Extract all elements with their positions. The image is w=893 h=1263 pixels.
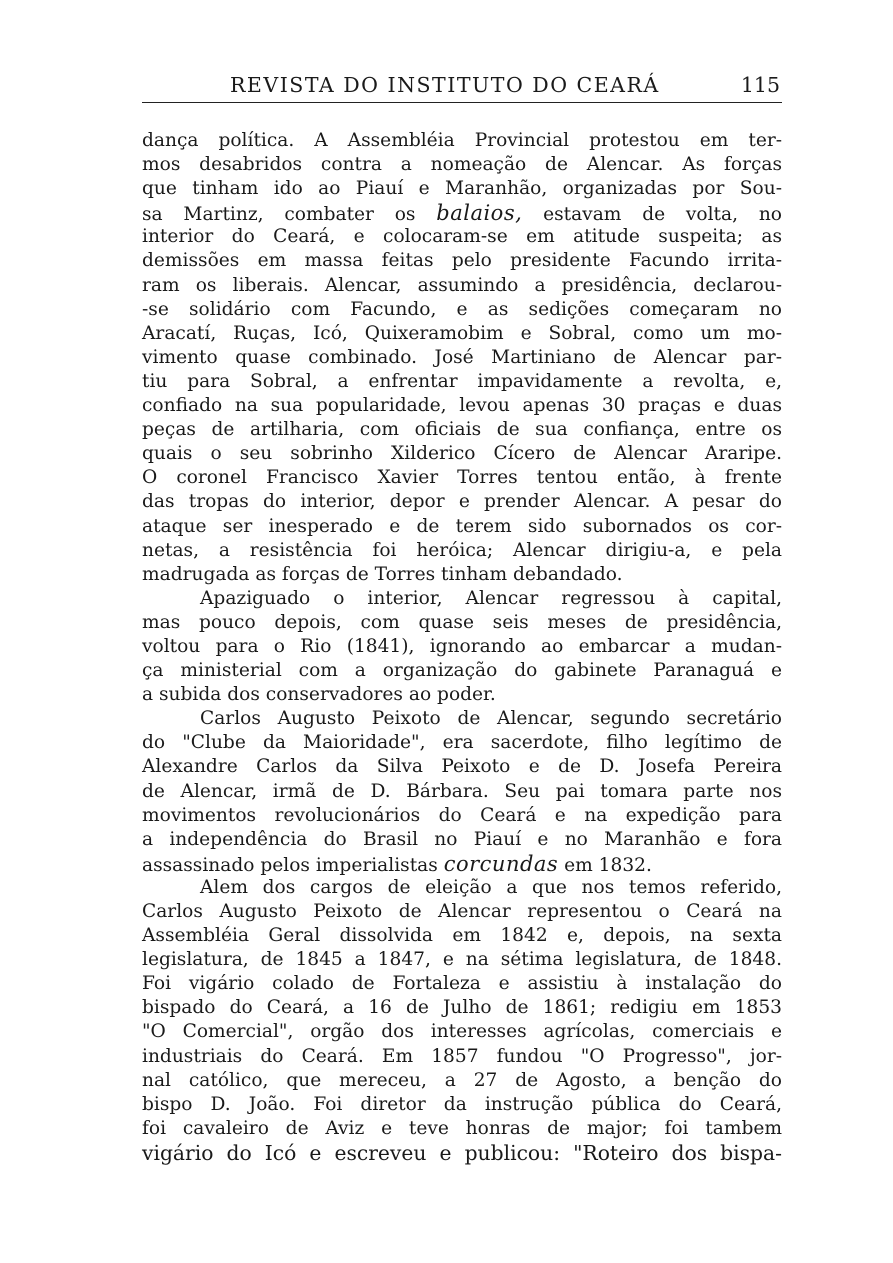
text-line: peças de artilharia, com oficiais de sua confiança, entre os bbox=[142, 419, 782, 441]
text-line: Carlos Augusto Peixoto de Alencar representou o Ceará na bbox=[142, 901, 782, 922]
text-line: interior do Ceará, e colocaram-se em atitude suspeita; as bbox=[142, 226, 782, 248]
body-text bbox=[142, 129, 782, 1165]
text-line: netas, a resistência foi heróica; Alencar dirigiu-a, e pela bbox=[142, 539, 782, 561]
text-line: -se solidário com Facundo, e as sedições começaram no bbox=[142, 298, 782, 320]
text-line: vimento quase combinado. José Martiniano de Alencar par- bbox=[142, 346, 782, 368]
line-segment: em 1832. bbox=[558, 854, 652, 876]
text-line: bispado do Ceará, a 16 de Julho de 1861; redigiu em 1853 bbox=[142, 997, 782, 1019]
text-line: confiado na sua popularidade, levou apenas 30 praças e duas bbox=[142, 395, 782, 417]
text-line: Aracatí, Ruças, Icó, Quixeramobim e Sobral, como um mo- bbox=[142, 322, 782, 344]
text-line: nal católico, que mereceu, a 27 de Agosto, a benção do bbox=[142, 1069, 782, 1091]
text-line: dança política. A Assembléia Provincial protestou em ter- bbox=[142, 130, 782, 151]
text-line: Alexandre Carlos da Silva Peixoto e de D. Josefa Pereira bbox=[142, 756, 782, 778]
page-number: 115 bbox=[740, 73, 780, 97]
text-line: demissões em massa feitas pelo presidente Facundo irrita- bbox=[142, 250, 782, 272]
line-segment: estavam de volta, no bbox=[522, 204, 782, 226]
text-line: tiu para Sobral, a enfrentar impavidamente a revolta, e, bbox=[142, 370, 782, 392]
text-line bbox=[142, 201, 782, 225]
text-line: mas pouco depois, com quase seis meses de presidência, bbox=[142, 611, 782, 633]
text-line: ram os liberais. Alencar, assumindo a presidência, declarou- bbox=[142, 274, 782, 296]
text-line: foi cavaleiro de Aviz e teve honras de major; foi tambem bbox=[142, 1117, 782, 1139]
italic-term: corcundas bbox=[443, 851, 559, 876]
text-line: bispo D. João. Foi diretor da instrução pública do Ceará, bbox=[142, 1093, 782, 1115]
text-line: Apaziguado o interior, Alencar regressou à capital, bbox=[200, 587, 782, 609]
text-line: quais o seu sobrinho Xilderico Cícero de Alencar Araripe. bbox=[142, 443, 782, 465]
text-line: Foi vigário colado de Fortaleza e assistiu à instalação do bbox=[142, 973, 782, 995]
text-line: a subida dos conservadores ao poder. bbox=[142, 684, 496, 706]
text-line: industriais do Ceará. Em 1857 fundou "O Progresso", jor- bbox=[142, 1045, 782, 1067]
text-line: das tropas do interior, depor e prender Alencar. A pesar do bbox=[142, 491, 782, 513]
text-line bbox=[142, 852, 782, 876]
text-line: legislatura, de 1845 a 1847, e na sétima legislatura, de 1848. bbox=[142, 949, 782, 971]
text-line: O coronel Francisco Xavier Torres tentou então, à frente bbox=[142, 467, 782, 489]
text-line: ataque ser inesperado e de terem sido subornados os cor- bbox=[142, 515, 782, 537]
text-line: voltou para o Rio (1841), ignorando ao embarcar a mudan- bbox=[142, 635, 782, 657]
text-line: a independência do Brasil no Piauí e no Maranhão e fora bbox=[142, 828, 782, 850]
text-line: ça ministerial com a organização do gabinete Paranaguá e bbox=[142, 660, 782, 682]
text-line: movimentos revolucionários do Ceará e na expedição para bbox=[142, 804, 782, 826]
text-line: madrugada as forças de Torres tinham debandado. bbox=[142, 563, 623, 585]
text-line: Alem dos cargos de eleição a que nos temos referido, bbox=[200, 876, 782, 898]
text-line: mos desabridos contra a nomeação de Alencar. As forças bbox=[142, 154, 782, 176]
page-header bbox=[142, 72, 782, 103]
text-line: de Alencar, irmã de D. Bárbara. Seu pai tomara parte nos bbox=[142, 780, 782, 802]
text-line: Assembléia Geral dissolvida em 1842 e, depois, na sexta bbox=[142, 925, 782, 947]
running-title: REVISTA DO INSTITUTO DO CEARÁ bbox=[230, 73, 660, 97]
italic-term: balaios, bbox=[436, 201, 523, 226]
text-line: Carlos Augusto Peixoto de Alencar, segundo secretário bbox=[200, 708, 782, 730]
text-line: do "Clube da Maioridade", era sacerdote, filho legítimo de bbox=[142, 732, 782, 754]
text-line: "O Comercial", orgão dos interesses agrícolas, comerciais e bbox=[142, 1021, 782, 1043]
line-segment: assassinado pelos imperialistas bbox=[142, 854, 444, 876]
text-line: que tinham ido ao Piauí e Maranhão, organizadas por Sou- bbox=[142, 178, 782, 200]
text-line: vigário do Icó e escreveu e publicou: "Roteiro dos bispa- bbox=[142, 1140, 782, 1165]
line-segment: sa Martinz, combater os bbox=[142, 204, 437, 226]
